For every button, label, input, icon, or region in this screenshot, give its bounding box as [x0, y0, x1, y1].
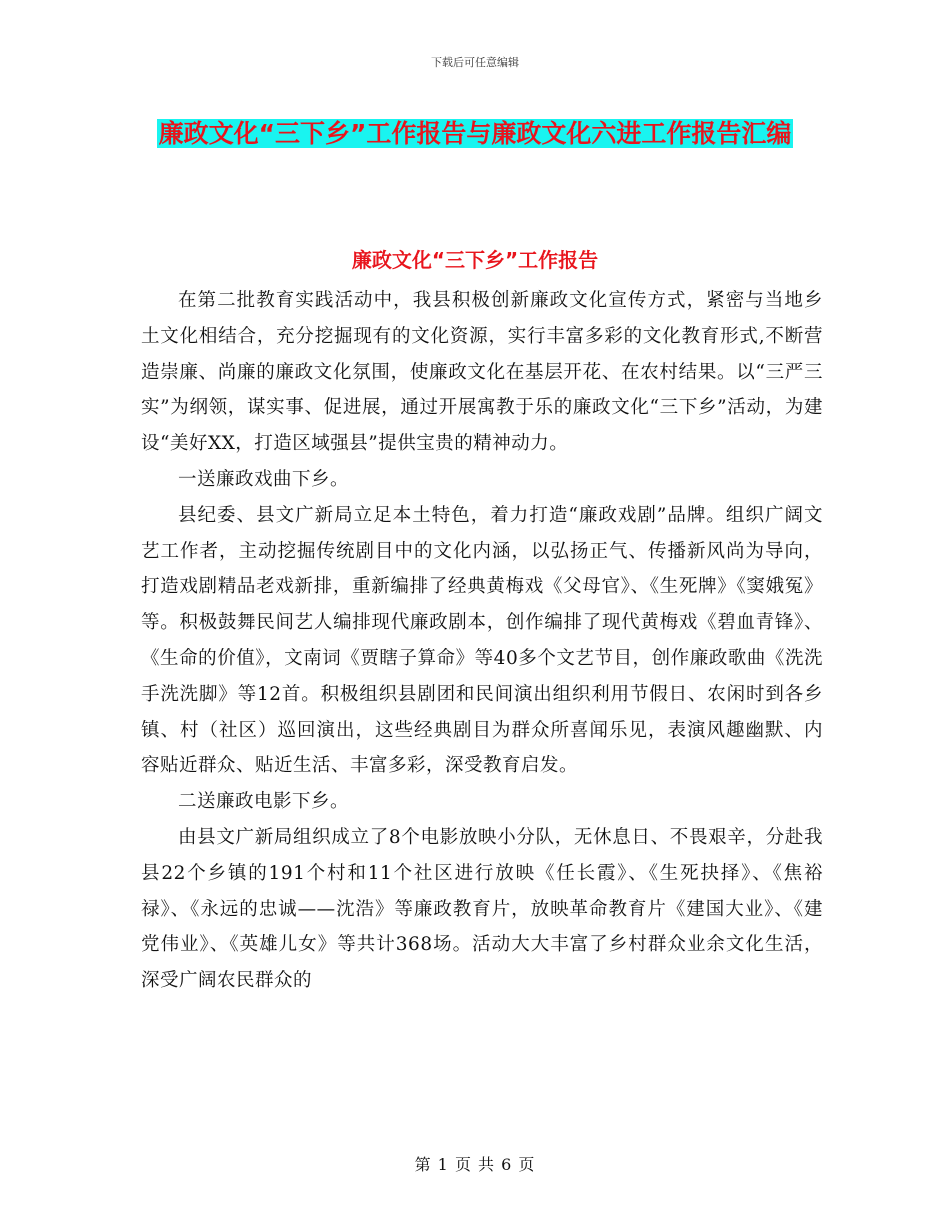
- paragraph: 在第二批教育实践活动中，我县积极创新廉政文化宣传方式，紧密与当地乡土文化相结合，充分挖掘现有的文化资源，实行丰富多彩的文化教育形式,不断营造崇廉、尚廉的廉政文化氛围，使廉政文化在基层开花、在农村结果。以“三严三实”为纲领，谋实事、促进展，通过开展寓教于乐的廉政文化“三下乡”活动，为建设“美好XX，打造区域强县”提供宝贵的精神动力。: [141, 290, 823, 455]
- paragraph-heading: 二送廉政电影下乡。: [178, 791, 350, 813]
- page-footer: 第 1 页 共 6 页: [414, 1155, 536, 1174]
- paragraph: 由县文广新局组织成立了8个电影放映小分队，无休息日、不畏艰辛，分赴我县22个乡镇的191个村和11个社区进行放映《任长霞》、《生死抉择》、《焦裕禄》、《永远的忠诚——沈浩》等廉政教育片，放映革命教育片《建国大业》、《建党伟业》、《英雄儿女》等共计368场。活动大大丰富了乡村群众业余文化生活，深受广阔农民群众的: [141, 826, 823, 992]
- document-title-text: 廉政文化“三下乡”工作报告与廉政文化六进工作报告汇编: [158, 119, 792, 148]
- section-title: 廉政文化“三下乡”工作报告: [351, 248, 599, 272]
- paragraph-heading: 一送廉政戏曲下乡。: [178, 468, 350, 490]
- header-note: 下载后可任意编辑: [431, 56, 519, 69]
- paragraph: 县纪委、县文广新局立足本土特色，着力打造“廉政戏剧”品牌。组织广阔文艺工作者，主动挖掘传统剧目中的文化内涵，以弘扬正气、传播新风尚为导向，打造戏剧精品老戏新排，重新编排了经典黄梅戏《父母官》、《生死牌》《窦娥冤》等。积极鼓舞民间艺人编排现代廉政剧本，创作编排了现代黄梅戏《碧血青锋》、《生命的价值》，文南词《贾瞎子算命》等40多个文艺节目，创作廉政歌曲《洗洗手洗洗脚》等12首。积极组织县剧团和民间演出组织利用节假日、农闲时到各乡镇、村（社区）巡回演出，这些经典剧目为群众所喜闻乐见，表演风趣幽默、内容贴近群众、贴近生活、丰富多彩，深受教育启发。: [141, 504, 823, 777]
- document-title: [0, 108, 950, 160]
- body-text: [141, 283, 823, 999]
